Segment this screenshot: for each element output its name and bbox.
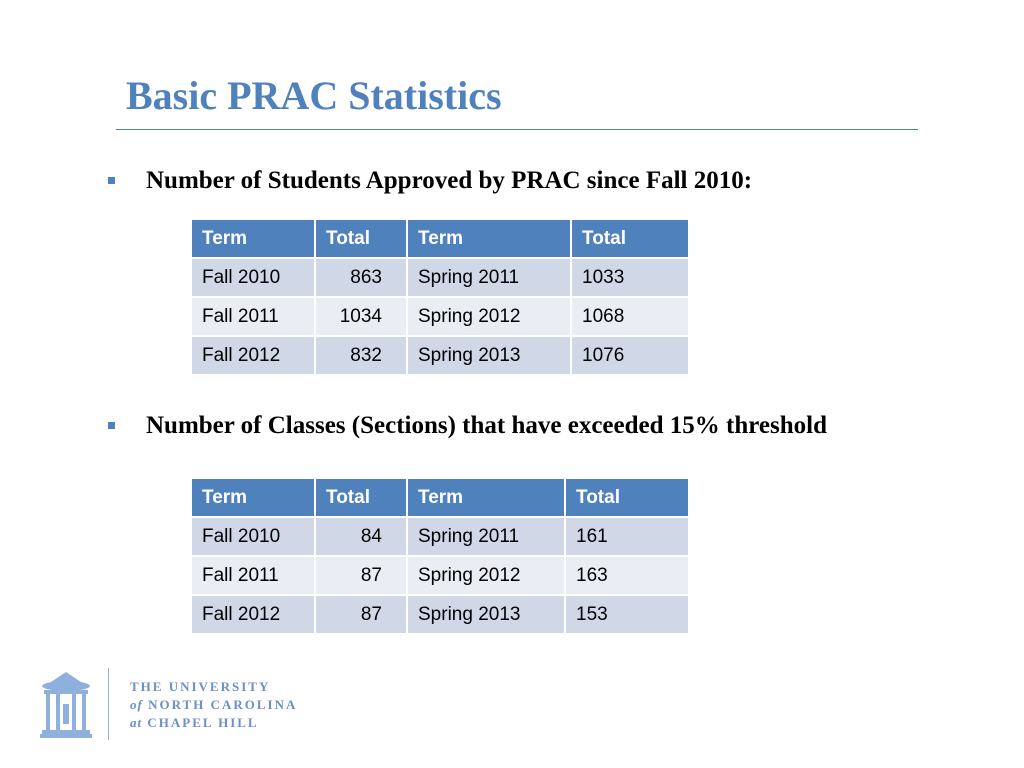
header-term: Term (191, 219, 315, 258)
bullet-text: Number of Students Approved by PRAC since Fall 2010: (146, 167, 753, 194)
header-total: Total (565, 478, 689, 517)
spring-term-cell: Spring 2013 (407, 595, 565, 634)
header-total: Total (315, 219, 407, 258)
table-header-row (191, 219, 689, 258)
fall-total-cell: 863 (315, 258, 407, 297)
fall-term-cell: Fall 2012 (191, 595, 315, 634)
table-row (191, 595, 689, 634)
spring-total-cell: 1033 (571, 258, 689, 297)
spring-term-cell: Spring 2012 (407, 556, 565, 595)
fall-term-cell: Fall 2012 (191, 336, 315, 375)
wordmark-line-2: of NORTH CAROLINA (130, 697, 298, 712)
spring-total-cell: 1076 (571, 336, 689, 375)
spring-term-cell: Spring 2013 (407, 336, 571, 375)
fall-total-cell: 832 (315, 336, 407, 375)
fall-total-cell: 1034 (315, 297, 407, 336)
spring-total-cell: 1068 (571, 297, 689, 336)
spring-total-cell: 161 (565, 517, 689, 556)
fall-total-cell: 87 (315, 556, 407, 595)
wordmark-line-3: at CHAPEL HILL (130, 715, 259, 730)
table-row (191, 336, 689, 375)
slide-title: Basic PRAC Statistics (126, 73, 502, 118)
fall-term-cell: Fall 2010 (191, 517, 315, 556)
header-total: Total (571, 219, 689, 258)
classes-exceeded-table (190, 477, 690, 635)
title-divider (116, 129, 918, 130)
table-header-row (191, 478, 689, 517)
spring-term-cell: Spring 2011 (407, 258, 571, 297)
spring-total-cell: 153 (565, 595, 689, 634)
fall-total-cell: 87 (315, 595, 407, 634)
university-wordmark (130, 678, 297, 732)
fall-total-cell: 84 (315, 517, 407, 556)
fall-term-cell: Fall 2011 (191, 297, 315, 336)
fall-term-cell: Fall 2010 (191, 258, 315, 297)
spring-term-cell: Spring 2012 (407, 297, 571, 336)
bullet-text: Number of Classes (Sections) that have exceeded 15% threshold (146, 412, 827, 439)
spring-total-cell: 163 (565, 556, 689, 595)
students-approved-table (190, 218, 690, 376)
header-term: Term (191, 478, 315, 517)
table-row (191, 517, 689, 556)
bullet-square-icon (108, 177, 115, 184)
fall-term-cell: Fall 2011 (191, 556, 315, 595)
spring-term-cell: Spring 2011 (407, 517, 565, 556)
bullet-square-icon (108, 422, 115, 429)
header-term: Term (407, 478, 565, 517)
logo-divider (108, 668, 109, 740)
table-row (191, 258, 689, 297)
header-term: Term (407, 219, 571, 258)
table-row (191, 297, 689, 336)
old-well-icon (38, 670, 94, 740)
header-total: Total (315, 478, 407, 517)
wordmark-line-1: THE UNIVERSITY (130, 679, 271, 694)
table-row (191, 556, 689, 595)
